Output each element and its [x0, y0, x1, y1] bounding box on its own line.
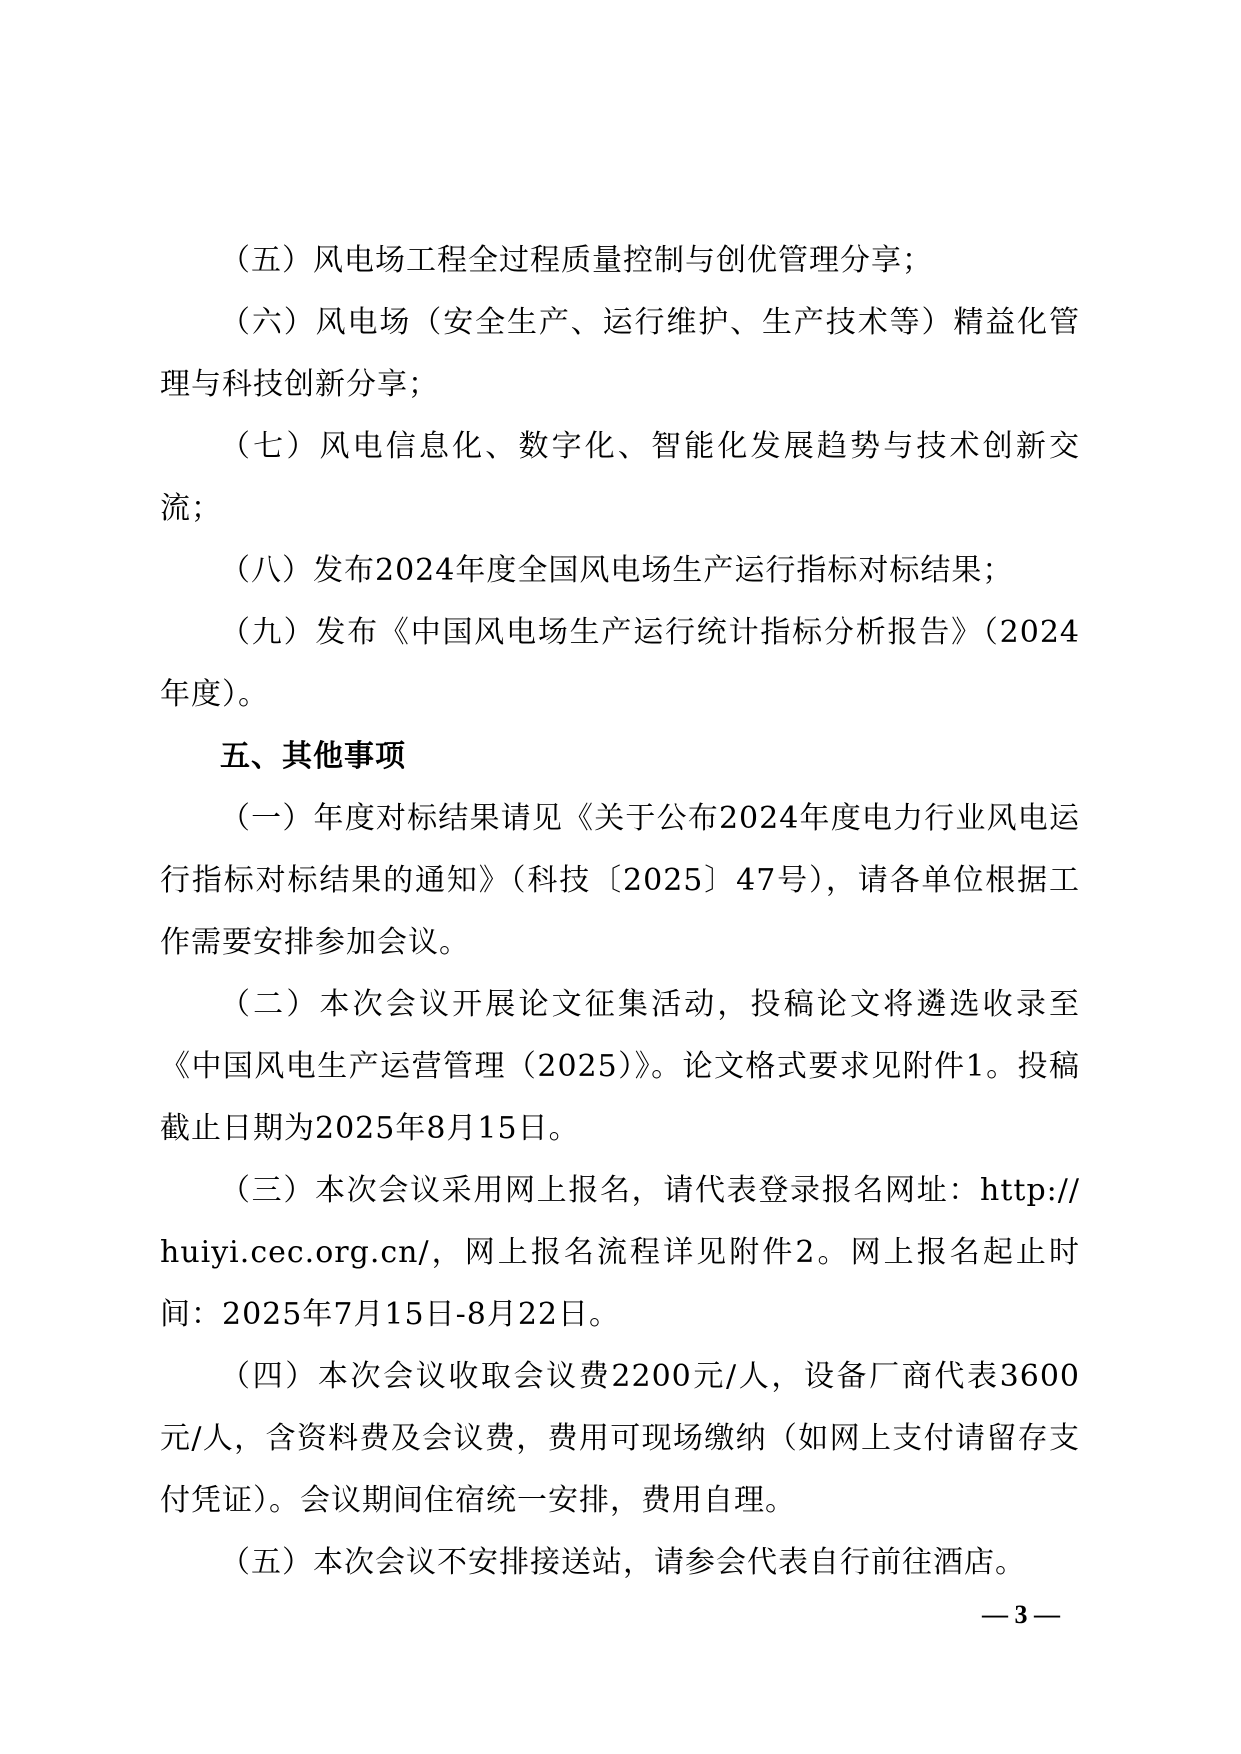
- page-number: — 3 —: [982, 1600, 1060, 1629]
- paragraph-lean-management: （六）风电场（安全生产、运行维护、生产技术等）精益化管理与科技创新分享；: [160, 305, 1080, 402]
- paragraph-statistics-report: （九）发布《中国风电场生产运行统计指标分析报告》（2024年度）。: [160, 615, 1080, 712]
- document-body: [160, 230, 1080, 1594]
- section-heading-other-matters: 五、其他事项: [220, 739, 406, 774]
- paragraph-quality-control: （五）风电场工程全过程质量控制与创优管理分享；: [220, 243, 933, 278]
- paragraph-conference-fee: （四）本次会议收取会议费2200元/人，设备厂商代表3600元/人，含资料费及会议费，费用可现场缴纳（如网上支付请留存支付凭证）。会议期间住宿统一安排，费用自理。: [160, 1359, 1080, 1518]
- paragraph-benchmark-notice: （一）年度对标结果请见《关于公布2024年度电力行业风电运行指标对标结果的通知》（科技〔2025〕47号），请各单位根据工作需要安排参加会议。: [160, 801, 1080, 960]
- paragraph-paper-collection: （二）本次会议开展论文征集活动，投稿论文将遴选收录至《中国风电生产运营管理（2025）》。论文格式要求见附件1。投稿截止日期为2025年8月15日。: [160, 987, 1080, 1146]
- paragraph-digitalization: （七）风电信息化、数字化、智能化发展趋势与技术创新交流；: [160, 429, 1080, 526]
- paragraph-online-registration: （三）本次会议采用网上报名，请代表登录报名网址：http://huiyi.cec.org.cn/，网上报名流程详见附件2。网上报名起止时间：2025年7月15日-8月22日。: [160, 1173, 1080, 1332]
- paragraph-transportation: （五）本次会议不安排接送站，请参会代表自行前往酒店。: [220, 1545, 1026, 1580]
- paragraph-benchmark-results: （八）发布2024年度全国风电场生产运行指标对标结果；: [220, 553, 1014, 588]
